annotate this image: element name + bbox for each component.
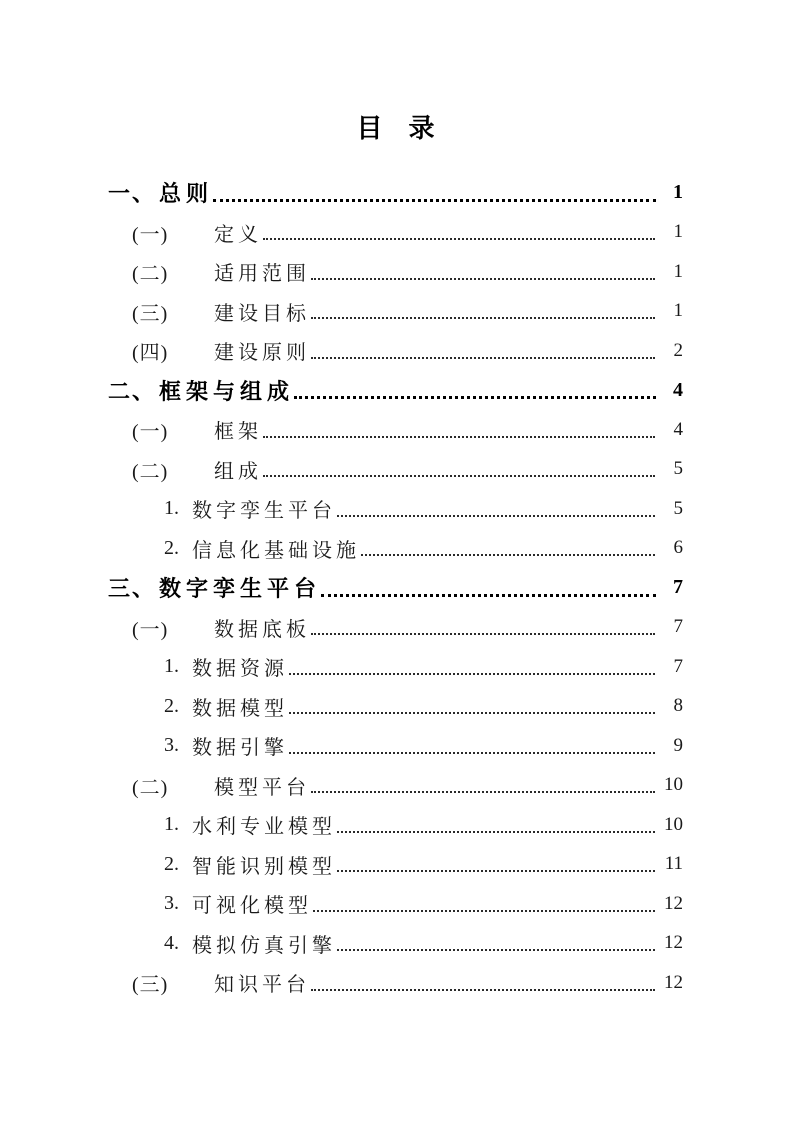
dot-leader-icon bbox=[288, 726, 658, 766]
toc-entry[interactable] bbox=[132, 292, 683, 332]
toc-entry-number: (三) bbox=[132, 302, 169, 325]
dot-leader-icon bbox=[288, 687, 658, 727]
toc-entry[interactable] bbox=[164, 845, 683, 885]
toc-entry-number: (二) bbox=[132, 776, 169, 799]
toc-entry-page: 12 bbox=[664, 892, 683, 914]
toc-entry-number: (三) bbox=[132, 974, 169, 997]
dot-leader-icon bbox=[310, 331, 658, 371]
toc-entry-page: 7 bbox=[673, 655, 683, 677]
toc-entry-page: 1 bbox=[673, 181, 683, 204]
toc-entry-label: 智能识别模型 bbox=[192, 855, 336, 878]
toc-entry-page: 5 bbox=[673, 497, 683, 519]
toc-entry-number: (二) bbox=[132, 460, 169, 483]
toc-entry-page: 4 bbox=[673, 378, 683, 401]
toc-entry-number: 1. bbox=[164, 497, 179, 520]
dot-leader-icon bbox=[336, 845, 658, 885]
toc-entry-number: 1. bbox=[164, 655, 179, 678]
toc-entry[interactable] bbox=[132, 608, 683, 648]
toc-entry[interactable] bbox=[132, 766, 683, 806]
toc-entry-page: 10 bbox=[664, 774, 683, 796]
dot-leader-icon bbox=[262, 410, 658, 450]
toc-entry-label: 模型平台 bbox=[214, 776, 310, 799]
toc-entry-label: 数据模型 bbox=[192, 697, 288, 720]
toc-entry[interactable] bbox=[108, 568, 683, 608]
toc-entry[interactable] bbox=[108, 173, 683, 213]
toc-entry[interactable] bbox=[108, 371, 683, 411]
toc-entry-label: 数据资源 bbox=[192, 658, 288, 681]
toc-entry-label: 数字孪生平台 bbox=[159, 576, 322, 602]
toc-entry[interactable] bbox=[164, 647, 683, 687]
dot-leader-icon bbox=[336, 489, 658, 529]
toc-entry[interactable] bbox=[164, 489, 683, 529]
toc-entry-label: 数据引擎 bbox=[192, 737, 288, 760]
toc-entry-number: (一) bbox=[132, 618, 169, 641]
dot-leader-icon bbox=[213, 173, 658, 213]
toc-entry-page: 2 bbox=[673, 339, 683, 361]
toc-entry-page: 11 bbox=[664, 853, 683, 875]
toc-entry-page: 1 bbox=[673, 221, 683, 243]
dot-leader-icon bbox=[321, 568, 658, 608]
toc-entry[interactable] bbox=[164, 529, 683, 569]
toc-list bbox=[108, 173, 683, 1003]
toc-entry-number: 3. bbox=[164, 892, 179, 915]
dot-leader-icon bbox=[310, 292, 658, 332]
toc-entry[interactable] bbox=[164, 805, 683, 845]
toc-entry-label: 可视化模型 bbox=[192, 895, 312, 918]
toc-entry[interactable] bbox=[164, 687, 683, 727]
toc-entry-label: 水利专业模型 bbox=[192, 816, 336, 839]
dot-leader-icon bbox=[310, 766, 658, 806]
toc-entry[interactable] bbox=[132, 331, 683, 371]
toc-entry[interactable] bbox=[132, 213, 683, 253]
toc-entry-label: 总则 bbox=[159, 181, 214, 207]
toc-entry-label: 数据底板 bbox=[214, 618, 310, 641]
toc-entry-number: (二) bbox=[132, 263, 169, 286]
toc-entry-label: 框架 bbox=[214, 421, 262, 444]
toc-entry-label: 数字孪生平台 bbox=[192, 500, 336, 523]
toc-entry-number: 2. bbox=[164, 852, 179, 875]
toc-entry-label: 框架与组成 bbox=[159, 378, 295, 404]
toc-entry-number: 3. bbox=[164, 734, 179, 757]
toc-entry[interactable] bbox=[164, 924, 683, 964]
toc-entry-page: 1 bbox=[673, 260, 683, 282]
toc-entry-page: 12 bbox=[664, 932, 683, 954]
dot-leader-icon bbox=[294, 371, 658, 411]
page-title: 目 录 bbox=[356, 113, 435, 143]
dot-leader-icon bbox=[310, 252, 658, 292]
toc-entry-page: 7 bbox=[673, 616, 683, 638]
toc-entry[interactable] bbox=[132, 410, 683, 450]
toc-entry-label: 信息化基础设施 bbox=[192, 539, 360, 562]
toc-entry-label: 定义 bbox=[214, 223, 262, 246]
dot-leader-icon bbox=[312, 884, 658, 924]
toc-entry-number: (四) bbox=[132, 342, 169, 365]
toc-entry-label: 适用范围 bbox=[214, 263, 310, 286]
toc-entry-page: 1 bbox=[673, 300, 683, 322]
toc-entry-label: 模拟仿真引擎 bbox=[192, 934, 336, 957]
toc-entry[interactable] bbox=[132, 963, 683, 1003]
dot-leader-icon bbox=[336, 924, 658, 964]
toc-entry-page: 10 bbox=[664, 813, 683, 835]
dot-leader-icon bbox=[336, 805, 658, 845]
toc-entry[interactable] bbox=[164, 884, 683, 924]
toc-entry[interactable] bbox=[132, 252, 683, 292]
toc-entry-label: 组成 bbox=[214, 460, 262, 483]
toc-entry-number: 1. bbox=[164, 813, 179, 836]
toc-entry-page: 4 bbox=[673, 418, 683, 440]
dot-leader-icon bbox=[310, 963, 658, 1003]
dot-leader-icon bbox=[262, 450, 658, 490]
dot-leader-icon bbox=[288, 647, 658, 687]
toc-entry-label: 知识平台 bbox=[214, 974, 310, 997]
toc-entry-number: 二、 bbox=[108, 378, 157, 404]
toc-entry-label: 建设目标 bbox=[214, 302, 310, 325]
toc-entry[interactable] bbox=[132, 450, 683, 490]
toc-entry-number: 2. bbox=[164, 536, 179, 559]
dot-leader-icon bbox=[262, 213, 658, 253]
toc-entry-page: 12 bbox=[664, 971, 683, 993]
toc-entry-page: 8 bbox=[673, 695, 683, 717]
toc-entry-page: 5 bbox=[673, 458, 683, 480]
dot-leader-icon bbox=[310, 608, 658, 648]
toc-entry-page: 6 bbox=[673, 537, 683, 559]
toc-entry-number: 三、 bbox=[108, 576, 157, 602]
toc-entry-number: 一、 bbox=[108, 181, 157, 207]
toc-entry-number: (一) bbox=[132, 421, 169, 444]
toc-entry-page: 7 bbox=[673, 576, 683, 599]
toc-entry-number: (一) bbox=[132, 223, 169, 246]
toc-entry[interactable] bbox=[164, 726, 683, 766]
toc-entry-number: 4. bbox=[164, 931, 179, 954]
toc-entry-label: 建设原则 bbox=[214, 342, 310, 365]
dot-leader-icon bbox=[360, 529, 658, 569]
toc-entry-number: 2. bbox=[164, 694, 179, 717]
toc-entry-page: 9 bbox=[673, 734, 683, 756]
